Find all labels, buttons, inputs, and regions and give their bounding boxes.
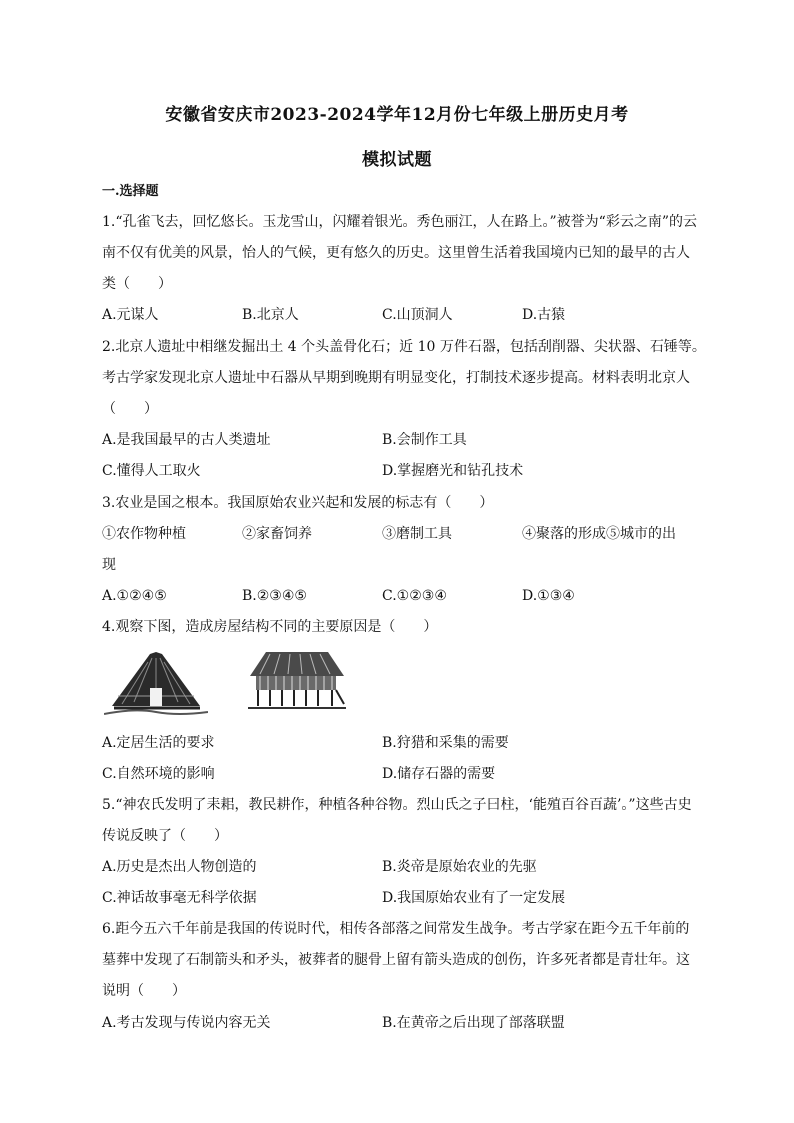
question-3-option-c: C.①②③④ bbox=[382, 588, 447, 604]
question-6-line-2: 墓葬中发现了石制箭头和矛头，被葬者的腿骨上留有箭头造成的创伤，许多死者都是青壮年。这 bbox=[102, 952, 690, 968]
question-3-item-1: ①农作物种植 bbox=[102, 526, 186, 542]
question-1-option-d: D.古猿 bbox=[522, 307, 566, 323]
question-2-option-c: C.懂得人工取火 bbox=[102, 463, 201, 479]
question-1-option-b: B.北京人 bbox=[242, 307, 299, 323]
section-heading: 一.选择题 bbox=[102, 184, 159, 199]
question-1-line-1: 1.“孔雀飞去，回忆悠长。玉龙雪山，闪耀着银光。秀色丽江，人在路上。”被誉为“彩云之南”的云 bbox=[102, 214, 697, 230]
question-3-option-d: D.①③④ bbox=[522, 588, 575, 604]
question-1-line-3: 类（ ） bbox=[102, 276, 172, 292]
question-5-option-c: C.神话故事毫无科学依据 bbox=[102, 890, 257, 906]
question-3-option-a: A.①②④⑤ bbox=[102, 588, 167, 604]
question-5-line-1: 5.“神农氏发明了耒耜，教民耕作，种植各种谷物。烈山氏之子曰柱，‘能殖百谷百蔬’。”这些古史 bbox=[102, 797, 692, 813]
question-6-option-a: A.考古发现与传说内容无关 bbox=[102, 1015, 271, 1031]
conical-hut-image bbox=[104, 648, 208, 720]
question-6-line-3: 说明（ ） bbox=[102, 983, 186, 999]
exam-title: 安徽省安庆市2023-2024学年12月份七年级上册历史月考 bbox=[165, 105, 629, 125]
question-4-option-a: A.定居生活的要求 bbox=[102, 735, 215, 751]
question-1-line-2: 南不仅有优美的风景，怡人的气候，更有悠久的历史。这里曾生活着我国境内已知的最早的古人 bbox=[102, 245, 690, 261]
question-2-option-d: D.掌握磨光和钻孔技术 bbox=[382, 463, 524, 479]
question-2-line-3: （ ） bbox=[102, 401, 158, 417]
exam-subtitle: 模拟试题 bbox=[362, 150, 432, 170]
question-1-option-c: C.山顶洞人 bbox=[382, 307, 453, 323]
question-2-line-1: 2.北京人遗址中相继发掘出土 4 个头盖骨化石；近 10 万件石器，包括刮削器、尖状器、石锤等。 bbox=[102, 339, 706, 355]
question-5-option-a: A.历史是杰出人物创造的 bbox=[102, 859, 257, 875]
question-2-line-2: 考古学家发现北京人遗址中石器从早期到晚期有明显变化，打制技术逐步提高。材料表明北京人 bbox=[102, 370, 690, 386]
question-6-line-1: 6.距今五六千年前是我国的传说时代，相传各部落之间常发生战争。考古学家在距今五千年前的 bbox=[102, 921, 690, 937]
question-2-option-a: A.是我国最早的古人类遗址 bbox=[102, 432, 271, 448]
question-4-option-b: B.狩猎和采集的需要 bbox=[382, 735, 509, 751]
question-6-option-b: B.在黄帝之后出现了部落联盟 bbox=[382, 1015, 565, 1031]
stilt-house-image bbox=[246, 648, 348, 710]
question-4-line-1: 4.观察下图，造成房屋结构不同的主要原因是（ ） bbox=[102, 619, 438, 635]
question-3-item-3: ③磨制工具 bbox=[382, 526, 452, 542]
question-3-item-4: ④聚落的形成⑤城市的出 bbox=[522, 526, 676, 542]
question-5-option-b: B.炎帝是原始农业的先驱 bbox=[382, 859, 537, 875]
question-4-option-d: D.储存石器的需要 bbox=[382, 766, 496, 782]
question-5-option-d: D.我国原始农业有了一定发展 bbox=[382, 890, 566, 906]
question-3-item-5: 现 bbox=[102, 557, 116, 573]
question-4-option-c: C.自然环境的影响 bbox=[102, 766, 215, 782]
question-1-option-a: A.元谋人 bbox=[102, 307, 159, 323]
question-3-line-1: 3.农业是国之根本。我国原始农业兴起和发展的标志有（ ） bbox=[102, 495, 494, 511]
question-2-option-b: B.会制作工具 bbox=[382, 432, 467, 448]
question-3-item-2: ②家畜饲养 bbox=[242, 526, 312, 542]
question-3-option-b: B.②③④⑤ bbox=[242, 588, 307, 604]
question-5-line-2: 传说反映了（ ） bbox=[102, 828, 228, 844]
